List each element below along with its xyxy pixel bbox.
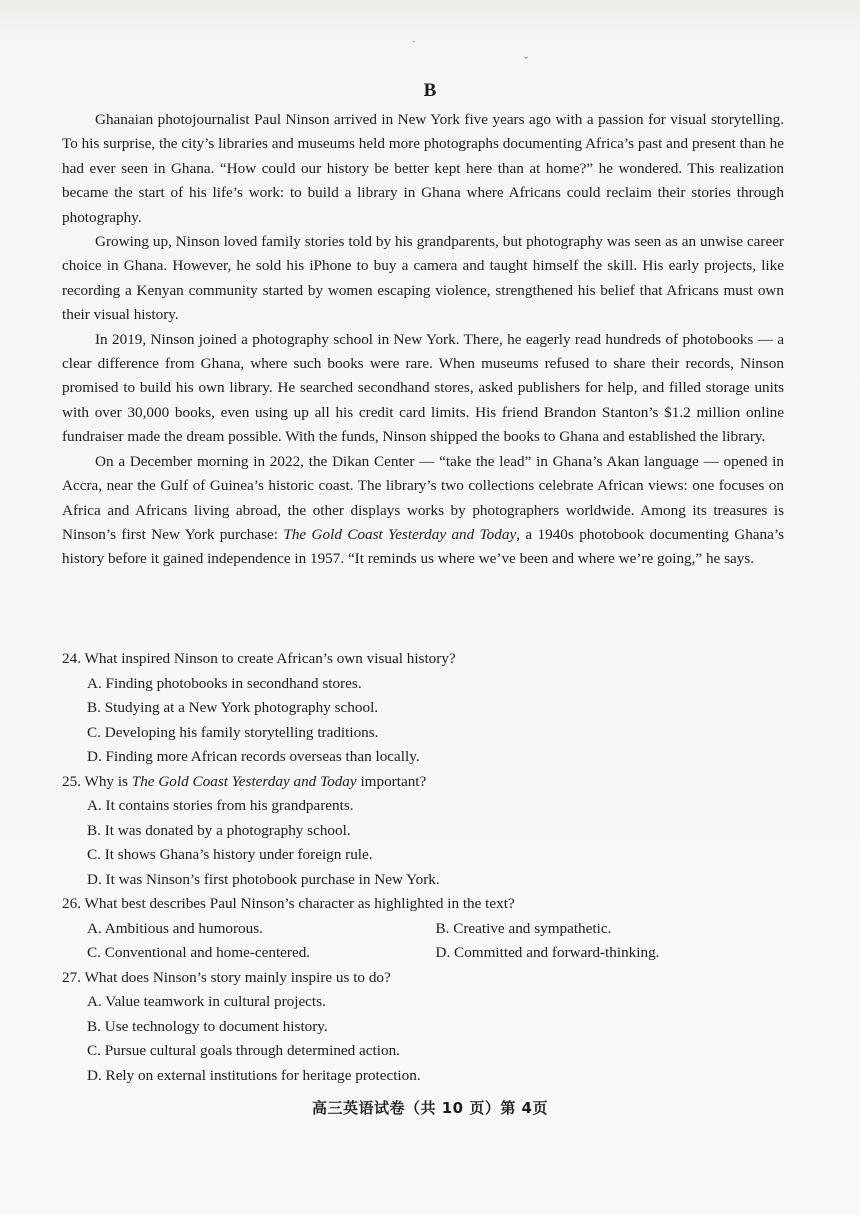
exam-page: ` ˇ B Ghanaian photojournalist Paul Ninson arrived in New York five years ago with a passion for visual storytelling. To his surprise, the city’s libraries and museums held more photographs documenting Africa’s past and present than he had ever seen in Ghana. “How could our history be better kept here than at home?” he wondered. This realization became the start of his life’s work: to build a library in Ghana where Africans could reclaim their stories through photography. Growing up, Ninson loved family stories told by his grandparents, but photography was seen as an unwise career choice in Ghana. However, he sold his iPhone to buy a camera and taught himself the skill. His early projects, like recording a Kenyan community started by women escaping violence, strengthened his belief that Africans must own their visual history. In 2019, Ninson joined a photography school in New York. There, he eagerly read hundreds of photobooks — a clear difference from Ghana, where such books were rare. When museums refused to share their records, Ninson promised to build his own library. He searched secondhand stores, asked publishers for help, and filled storage units with over 30,000 books, even using up all his credit card limits. His friend Brandon Stanton’s $1.2 million online fundraiser made the dream possible. With the funds, Ninson shipped the books to Ghana and established the library. On a December morning in 2022, the Dikan Center — “take the lead” in Ghana’s Akan language — opened in Accra, near the Gulf of Guinea’s historic coast. The library’s two collections celebrate African views: one focuses on Africa and Africans living abroad, the other displays works by photographers worldwide. Among its treasures is Ninson’s first New York purchase: The Gold Coast Yesterday and Today, a 1940s photobook documenting Ghana’s history before it gained independence in 1957. “It reminds us where we’ve been and where we’re going,” he says. 24. What inspired Ninson to create African’s own visual history? A. Finding photobooks in secondhand stores. B. Studying at a New York photography school. C. Developing his family storytelling traditions. D. Finding more African records overseas than locally. 25. Why is The Gold Coast Yesterday and Today important? A. It contains stories from his grandparents. B. It was donated by a photography school. C. It shows Ghana’s history under foreign rule. D. It was Ninson’s first photobook purchase in New York. 26. What best describes Paul Ninson’s character as highlighted in the text? A. Ambitious and humorous. B. Creative and sympathetic. C. Conventional and home-centered. D. Committed and forward-thinking. 27. What does Ninson’s story mainly inspire us to do? A. Value teamwork in cultural projects. B. Use technology to document history. C. Pursue cultural goals through determined action. D. Rely on external institutions for heritage protection. 高三英语试卷（共 10 页）第 4页 — [0, 0, 860, 1215]
answer-option: A. Value teamwork in cultural projects. — [87, 993, 326, 1010]
answer-option: B. Use technology to document history. — [87, 1017, 328, 1035]
passage-paragraph: In 2019, Ninson joined a photography school in New York. There, he eagerly read hundreds of photobooks — a clear difference from Ghana, where such books were rare. When museums refused to share their records, Ninson promised to build his own library. He searched secondhand stores, asked publishers for help, and filled storage units with over 30,000 books, even using up all his credit card limits. His friend Brandon Stanton’s $1.2 million online fundraiser made the dream possible. With the funds, Ninson shipped the books to Ghana and established the library. — [62, 330, 784, 446]
book-title: The Gold Coast Yesterday and Today — [283, 525, 517, 543]
passage-paragraph — [62, 450, 784, 572]
passage-paragraph: Ghanaian photojournalist Paul Ninson arrived in New York five years ago with a passion for visual storytelling. To his surprise, the city’s libraries and museums held more photographs documenting Africa’s past and present than he had ever seen in Ghana. “How could our history be better kept here than at home?” he wondered. This realization became the start of his life’s work: to build a library in Ghana where Africans could reclaim their stories through photography. — [62, 111, 784, 226]
answer-option: D. Committed and forward-thinking. — [435, 944, 660, 961]
option-row — [87, 917, 784, 942]
passage-text: On a December morning in 2022, the Dikan Center — “take the lead” in Ghana’s Akan language — opened in Accra, near the Gulf of Guinea’s historic coast. The library’s two collections celebrate African views: one focuses on Africa and Africans living abroad, the other displays works by photographers worldwide. Among its treasures is Ninson’s first New York purchase: — [62, 452, 784, 543]
passage-text: , a 1940s photobook documenting Ghana’s history before it gained independence in 1957. “It reminds us where we’ve been and where we’re going,” he says. — [62, 525, 784, 568]
answer-option: C. Developing his family storytelling traditions. — [87, 723, 379, 741]
answer-option: C. Conventional and home-centered. — [87, 944, 311, 961]
question-24 — [62, 647, 784, 770]
reading-passage — [62, 108, 784, 572]
answer-option: B. It was donated by a photography school. — [87, 821, 351, 839]
answer-option: A. It contains stories from his grandparents. — [87, 797, 354, 814]
question-27 — [62, 966, 784, 1089]
question-stem: 27. What does Ninson’s story mainly inspire us to do? — [62, 968, 391, 986]
question-25 — [62, 770, 784, 893]
question-list — [62, 647, 784, 1088]
passage-paragraph: Growing up, Ninson loved family stories told by his grandparents, but photography was seen as an unwise career choice in Ghana. However, he sold his iPhone to buy a camera and taught himself the skill. His early projects, like recording a Kenyan community started by women escaping violence, strengthened his belief that Africans must own their visual history. — [62, 233, 784, 324]
answer-option: D. Finding more African records overseas than locally. — [87, 748, 420, 765]
answer-option: C. Pursue cultural goals through determined action. — [87, 1042, 400, 1059]
question-stem — [62, 770, 784, 795]
answer-option: D. Rely on external institutions for heritage protection. — [87, 1066, 421, 1084]
question-stem: 26. What best describes Paul Ninson’s character as highlighted in the text? — [62, 895, 515, 912]
question-26 — [62, 892, 784, 966]
page-footer: 高三英语试卷（共 10 页）第 4页 — [312, 1099, 548, 1117]
answer-option: D. It was Ninson’s first photobook purchase in New York. — [87, 870, 440, 888]
answer-option: B. Creative and sympathetic. — [435, 919, 612, 937]
answer-option: A. Ambitious and humorous. — [87, 919, 263, 937]
stem-text: important? — [356, 772, 427, 790]
answer-option: C. It shows Ghana’s history under foreign rule. — [87, 846, 373, 863]
stem-text: 25. Why is — [62, 772, 132, 790]
question-stem: 24. What inspired Ninson to create African’s own visual history? — [62, 650, 456, 667]
option-row — [87, 941, 784, 966]
book-title: The Gold Coast Yesterday and Today — [131, 772, 357, 790]
answer-option: B. Studying at a New York photography school. — [87, 699, 379, 716]
section-heading: B — [423, 80, 437, 101]
answer-option: A. Finding photobooks in secondhand stores. — [87, 674, 362, 692]
